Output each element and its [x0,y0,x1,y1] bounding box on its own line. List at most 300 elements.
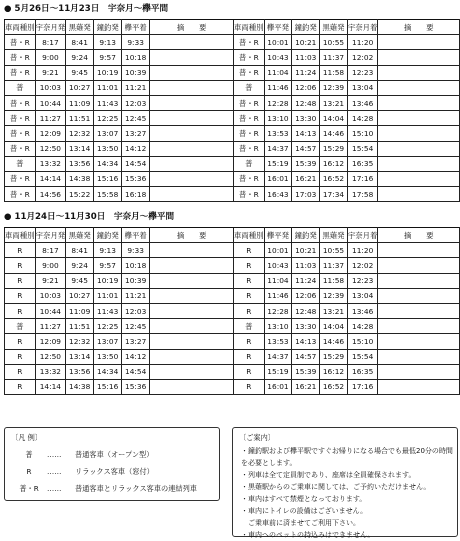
time-cell: 14:28 [347,111,378,126]
column-header: 鐘釣発 [94,20,122,35]
time-cell: 13:27 [122,126,150,141]
table-row [234,319,460,334]
car-type-cell: 普・R [5,187,36,202]
time-cell: 10:43 [264,50,292,65]
table-row [234,243,460,258]
table-row [5,288,234,303]
table-row [5,273,234,288]
time-cell: 12:28 [264,95,292,110]
legend-item [11,448,153,461]
time-cell: 14:04 [320,319,348,334]
time-cell: 15:19 [264,156,292,171]
column-header: 欅平着 [122,228,150,243]
table-row [234,111,460,126]
remarks-cell [378,319,460,334]
time-cell: 13:46 [347,303,378,318]
table-row [5,35,234,50]
time-cell: 9:13 [94,35,122,50]
car-type-cell: 普・R [5,35,36,50]
remarks-cell [150,334,234,349]
remarks-cell [378,364,460,379]
car-type-cell: R [5,273,36,288]
time-cell: 17:58 [347,187,378,202]
time-cell: 9:57 [94,258,122,273]
remarks-cell [378,141,460,156]
time-cell: 14:46 [320,126,348,141]
table-row [234,171,460,186]
table-row [5,156,234,171]
car-type-cell: 普 [5,156,36,171]
time-cell: 15:29 [320,349,348,364]
time-cell: 11:04 [264,273,292,288]
time-cell: 11:51 [66,319,94,334]
time-cell: 13:07 [94,126,122,141]
time-cell: 9:33 [122,243,150,258]
table-row [234,303,460,318]
car-type-cell: R [234,258,265,273]
time-cell: 16:18 [122,187,150,202]
remarks-cell [150,258,234,273]
notice-list [241,445,455,541]
car-type-cell: R [234,243,265,258]
time-cell: 12:02 [347,50,378,65]
table-row [5,50,234,65]
time-cell: 13:07 [94,334,122,349]
table-row [234,349,460,364]
time-cell: 10:19 [94,273,122,288]
time-cell: 11:37 [320,50,348,65]
remarks-cell [150,319,234,334]
time-cell: 15:39 [292,156,320,171]
time-cell: 12:25 [94,319,122,334]
section2-title-text: 11月24日～11月30日 宇奈月～欅平間 [14,212,175,222]
time-cell: 11:04 [264,65,292,80]
time-cell: 13:56 [66,364,94,379]
table-row [234,80,460,95]
time-cell: 13:30 [292,319,320,334]
time-cell: 10:55 [320,243,348,258]
column-header: 欅平発 [264,228,292,243]
car-type-cell: R [5,303,36,318]
time-cell: 14:38 [66,379,94,394]
time-cell: 11:20 [347,35,378,50]
car-type-cell: 普・R [234,65,265,80]
time-cell: 11:24 [292,273,320,288]
time-cell: 17:34 [320,187,348,202]
car-type-cell: 普・R [5,126,36,141]
column-header: 欅平発 [264,20,292,35]
car-type-cell: R [234,273,265,288]
remarks-cell [150,156,234,171]
time-cell: 16:35 [347,156,378,171]
legend-item [11,465,154,478]
remarks-cell [378,243,460,258]
time-cell: 15:36 [122,171,150,186]
table-row [234,141,460,156]
time-cell: 12:50 [35,349,66,364]
time-cell: 15:39 [292,364,320,379]
remarks-cell [378,111,460,126]
time-cell: 14:14 [35,379,66,394]
time-cell: 16:01 [264,171,292,186]
car-type-cell: 普・R [5,95,36,110]
table-row [234,258,460,273]
car-type-cell: R [234,303,265,318]
time-cell: 16:43 [264,187,292,202]
car-type-cell: 普・R [234,171,265,186]
car-type-cell: R [5,288,36,303]
remarks-cell [378,273,460,288]
car-type-cell: 普 [234,156,265,171]
time-cell: 12:50 [35,141,66,156]
car-type-cell: R [5,364,36,379]
legend-symbol: R [26,467,32,476]
car-type-cell: 普・R [234,95,265,110]
time-cell: 14:37 [264,349,292,364]
column-header: 宇奈月着 [347,20,378,35]
car-type-cell: 普・R [5,141,36,156]
time-cell: 10:39 [122,65,150,80]
table-row [234,187,460,202]
time-cell: 17:16 [347,379,378,394]
column-header: 宇奈月発 [35,228,66,243]
time-cell: 11:58 [320,65,348,80]
time-cell: 15:16 [94,379,122,394]
section1-title-text: 5月26日～11月23日 宇奈月～欅平間 [14,4,169,14]
column-header: 黒薙発 [66,228,94,243]
column-header: 車両種別 [5,228,36,243]
remarks-cell [378,126,460,141]
time-cell: 14:46 [320,334,348,349]
remarks-cell [150,95,234,110]
time-cell: 16:52 [320,171,348,186]
car-type-cell: 普 [234,80,265,95]
time-cell: 14:14 [35,171,66,186]
table-header-row [5,20,234,35]
time-cell: 14:34 [94,364,122,379]
table-header-row [5,228,234,243]
time-cell: 16:35 [347,364,378,379]
table-row [5,95,234,110]
time-cell: 15:54 [347,141,378,156]
remarks-cell [150,243,234,258]
time-cell: 16:21 [292,379,320,394]
remarks-cell [378,303,460,318]
car-type-cell: 普・R [234,111,265,126]
time-cell: 12:23 [347,273,378,288]
time-cell: 13:50 [94,349,122,364]
table-row [234,273,460,288]
remarks-cell [150,126,234,141]
time-cell: 12:45 [122,319,150,334]
table-row [5,349,234,364]
car-type-cell: R [234,288,265,303]
time-cell: 10:21 [292,243,320,258]
column-header: 車両種別 [234,20,265,35]
time-cell: 11:03 [292,258,320,273]
notice-item: ・車内はすべて禁煙となっております。 [241,495,367,503]
car-type-cell: 普・R [5,65,36,80]
column-header: 黒薙発 [66,20,94,35]
section1-title [4,4,168,15]
time-cell: 13:46 [347,95,378,110]
time-cell: 11:58 [320,273,348,288]
time-cell: 10:27 [66,288,94,303]
remarks-cell [150,288,234,303]
time-cell: 13:14 [66,141,94,156]
time-cell: 12:02 [347,258,378,273]
table-row [5,379,234,394]
column-header: 黒薙発 [320,20,348,35]
time-cell: 17:03 [292,187,320,202]
remarks-cell [378,80,460,95]
remarks-cell [378,334,460,349]
timetable-s2-return [233,227,460,395]
time-cell: 12:32 [66,126,94,141]
time-cell: 9:24 [66,50,94,65]
time-cell: 11:27 [35,111,66,126]
remarks-cell [378,65,460,80]
column-header: 摘 要 [150,228,234,243]
time-cell: 13:14 [66,349,94,364]
table-row [234,50,460,65]
remarks-cell [150,273,234,288]
time-cell: 8:41 [66,243,94,258]
time-cell: 16:12 [320,156,348,171]
time-cell: 11:03 [292,50,320,65]
time-cell: 12:09 [35,334,66,349]
time-cell: 13:10 [264,111,292,126]
remarks-cell [378,171,460,186]
car-type-cell: 普・R [5,111,36,126]
time-cell: 10:27 [66,80,94,95]
time-cell: 11:09 [66,303,94,318]
time-cell: 10:21 [292,35,320,50]
time-cell: 11:43 [94,95,122,110]
notice-item: ・車内にトイレの設備はございません。 [241,507,368,515]
legend-desc: 普通客車（オープン型） [75,450,154,459]
time-cell: 11:37 [320,258,348,273]
time-cell: 10:01 [264,243,292,258]
time-cell: 10:44 [35,303,66,318]
timetable-s2-outbound [4,227,234,395]
legend-desc: 普通客車とリラックス客車の連結列車 [75,484,197,493]
table-row [5,319,234,334]
column-header: 摘 要 [150,20,234,35]
time-cell: 13:21 [320,95,348,110]
time-cell: 17:16 [347,171,378,186]
time-cell: 9:00 [35,50,66,65]
table-row [234,334,460,349]
column-header: 車両種別 [234,228,265,243]
time-cell: 12:45 [122,111,150,126]
column-header: 鐘釣発 [94,228,122,243]
time-cell: 12:28 [264,303,292,318]
time-cell: 9:13 [94,243,122,258]
notice-box [232,427,458,537]
legend-symbol: 普 [25,450,33,459]
legend-item [11,482,197,495]
time-cell: 13:32 [35,156,66,171]
time-cell: 14:56 [35,187,66,202]
table-row [234,156,460,171]
table-row [234,288,460,303]
time-cell: 14:57 [292,141,320,156]
time-cell: 13:10 [264,319,292,334]
time-cell: 9:45 [66,65,94,80]
car-type-cell: 普・R [5,50,36,65]
table-row [5,111,234,126]
notice-item: ・車内へのペットの持込みはできません。 [241,531,375,539]
time-cell: 10:18 [122,50,150,65]
time-cell: 12:23 [347,65,378,80]
time-cell: 15:16 [94,171,122,186]
car-type-cell: R [234,379,265,394]
time-cell: 14:37 [264,141,292,156]
time-cell: 9:45 [66,273,94,288]
time-cell: 12:06 [292,288,320,303]
time-cell: 14:54 [122,364,150,379]
legend-dots: …… [47,450,62,459]
remarks-cell [150,364,234,379]
table-header-row [234,20,460,35]
time-cell: 11:01 [94,288,122,303]
car-type-cell: 普・R [234,126,265,141]
time-cell: 9:00 [35,258,66,273]
time-cell: 14:12 [122,141,150,156]
time-cell: 10:39 [122,273,150,288]
table-row [5,80,234,95]
time-cell: 13:04 [347,80,378,95]
car-type-cell: R [5,243,36,258]
remarks-cell [378,379,460,394]
time-cell: 11:09 [66,95,94,110]
legend-dots: …… [47,484,62,493]
table-row [5,258,234,273]
table-row [5,364,234,379]
remarks-cell [150,35,234,50]
column-header: 摘 要 [378,20,460,35]
legend-symbol: 普・R [19,484,39,493]
table-row [234,126,460,141]
table-row [234,364,460,379]
table-row [234,35,460,50]
time-cell: 8:17 [35,35,66,50]
time-cell: 10:43 [264,258,292,273]
remarks-cell [150,50,234,65]
legend-box [4,427,220,501]
column-header: 宇奈月着 [347,228,378,243]
table-row [234,379,460,394]
time-cell: 8:41 [66,35,94,50]
time-cell: 14:57 [292,349,320,364]
remarks-cell [378,288,460,303]
remarks-cell [150,349,234,364]
time-cell: 9:21 [35,273,66,288]
car-type-cell: R [5,258,36,273]
car-type-cell: 普・R [234,187,265,202]
time-cell: 16:52 [320,379,348,394]
time-cell: 10:03 [35,80,66,95]
time-cell: 10:55 [320,35,348,50]
remarks-cell [150,111,234,126]
table-row [5,303,234,318]
table-row [5,126,234,141]
time-cell: 15:29 [320,141,348,156]
remarks-cell [378,50,460,65]
table-row [5,187,234,202]
time-cell: 14:13 [292,126,320,141]
column-header: 車両種別 [5,20,36,35]
time-cell: 14:34 [94,156,122,171]
time-cell: 11:01 [94,80,122,95]
time-cell: 13:30 [292,111,320,126]
car-type-cell: R [5,349,36,364]
time-cell: 12:09 [35,126,66,141]
time-cell: 11:43 [94,303,122,318]
remarks-cell [150,171,234,186]
time-cell: 9:57 [94,50,122,65]
time-cell: 14:38 [66,171,94,186]
time-cell: 11:51 [66,111,94,126]
time-cell: 12:39 [320,80,348,95]
time-cell: 13:04 [347,288,378,303]
time-cell: 12:03 [122,303,150,318]
column-header: 鐘釣発 [292,20,320,35]
time-cell: 11:27 [35,319,66,334]
remarks-cell [378,156,460,171]
bullet-icon: ● [4,4,12,14]
time-cell: 9:21 [35,65,66,80]
time-cell: 13:53 [264,334,292,349]
car-type-cell: 普 [5,80,36,95]
table-row [5,171,234,186]
time-cell: 12:39 [320,288,348,303]
time-cell: 11:21 [122,80,150,95]
time-cell: 12:48 [292,303,320,318]
time-cell: 8:17 [35,243,66,258]
time-cell: 9:24 [66,258,94,273]
car-type-cell: 普 [5,319,36,334]
legend-desc: リラックス客車（窓付） [75,467,154,476]
time-cell: 15:58 [94,187,122,202]
column-header: 黒薙発 [320,228,348,243]
table-row [5,334,234,349]
time-cell: 14:54 [122,156,150,171]
timetable-s1-return [233,19,460,202]
remarks-cell [378,95,460,110]
remarks-cell [150,80,234,95]
time-cell: 13:50 [94,141,122,156]
time-cell: 12:48 [292,95,320,110]
time-cell: 10:01 [264,35,292,50]
time-cell: 16:21 [292,171,320,186]
time-cell: 15:10 [347,126,378,141]
time-cell: 16:01 [264,379,292,394]
time-cell: 14:13 [292,334,320,349]
time-cell: 13:32 [35,364,66,379]
time-cell: 11:46 [264,288,292,303]
table-row [5,141,234,156]
remarks-cell [150,379,234,394]
time-cell: 12:03 [122,95,150,110]
table-row [5,243,234,258]
time-cell: 10:19 [94,65,122,80]
time-cell: 11:21 [122,288,150,303]
table-row [5,65,234,80]
remarks-cell [150,187,234,202]
time-cell: 10:44 [35,95,66,110]
